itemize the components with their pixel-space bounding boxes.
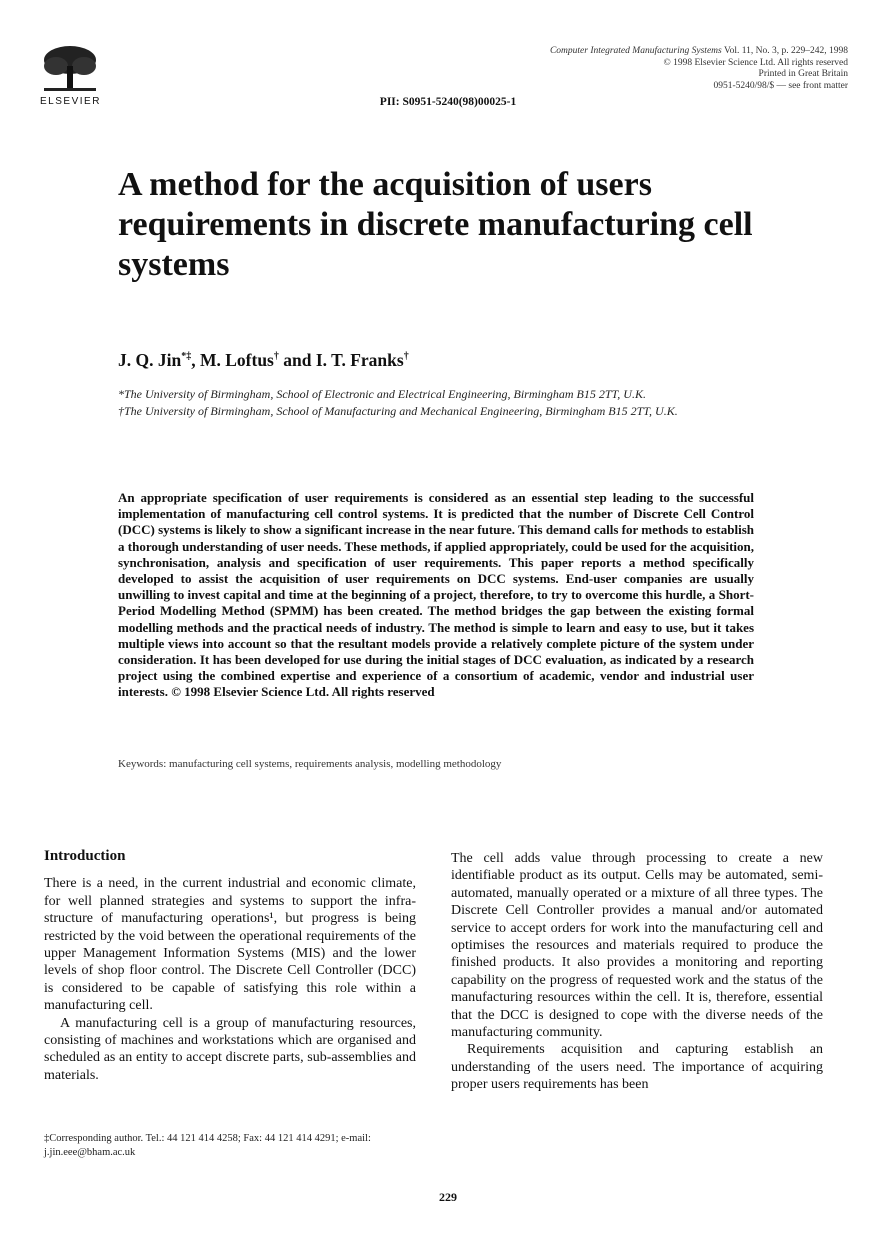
- tree-icon: [40, 44, 100, 94]
- abstract: An appropriate specification of user requirements is considered as an essential step leading to the successful implementation of manufacturing cell control systems. It is predicted that the number of Discrete Cell Control (DCC) systems is likely to show a significant increase in the near future. This demand calls for methods to establish a thorough understanding of user needs. These methods, if applied appropriately, could be used for the acquisition, synchronisation, analysis and specification of user requirements. This paper reports a method specifically developed to assist the acquisition of user requirements on DCC systems. End-user companies are usually unwilling to invest capital and time at the beginning of a project, therefore, to try to overcome this hurdle, a Short-Period Modelling Method (SPMM) has been created. The method bridges the gap between the existing formal modelling methods and the practical needs of industry. The method is simple to learn and easy to use, but it takes multiple views into account so that the resultant models provide a relatively complete picture of the system under consideration. It has been developed for use during the initial stages of DCC evaluation, as indicated by a research project using the combined expertise and experience of a consortium of academic, vendor and industrial user interests. © 1998 Elsevier Science Ltd. All rights reserved: [118, 490, 754, 700]
- paragraph: The cell adds value through processing to create a new identifiable product as its output. Cells may be automated, semi-automated, manually operated or a mixture of all three types. The Discrete Cell Controller provides a manual and/or automated service to accept orders for work into the manufacturing cell and optimises the resources and materials required to produce the finished products. It also provides a monitoring and reporting capability on the progress of requested work and the status of the manufacturing resources within the cell. It is, therefore, essential that the DCC is designed to cope with the diverse needs of the manufacturing community.: [451, 851, 823, 1041]
- paragraph: Requirements acquisition and capturing establish an understanding of the users need. The importance of acquiring proper users requirements has been: [451, 1042, 823, 1093]
- journal-copyright: © 1998 Elsevier Science Ltd. All rights reserved: [663, 57, 848, 68]
- affiliation: †The University of Birmingham, School of Manufacturing and Mechanical Engineering, Birmingham B15 2TT, U.K.: [118, 404, 678, 418]
- author-marks: †: [403, 351, 409, 363]
- page-number: 229: [439, 1190, 457, 1204]
- author-list: [118, 350, 409, 371]
- author-marks: *‡: [181, 351, 192, 363]
- publisher-name: ELSEVIER: [40, 96, 101, 107]
- author-name: J. Q. Jin: [118, 350, 182, 370]
- author-name: M. Loftus: [199, 350, 274, 370]
- affiliation: *The University of Birmingham, School of Electronic and Electrical Engineering, Birmingham B15 2TT, U.K.: [118, 387, 646, 401]
- author-separator: ,: [191, 350, 200, 370]
- paragraph: There is a need, in the current industrial and economic climate, for well planned strategies and systems to support the infra-structure of manufacturing operations¹, but progress is being restricted by the void between the operational requirements of the upper Management Information Systems (MIS) and the lower levels of shop floor control. The Discrete Cell Controller (DCC) is considered to be capable of satisfying this role within a manufacturing cell.: [44, 876, 416, 1014]
- keywords: Keywords: manufacturing cell systems, requirements analysis, modelling methodology: [118, 758, 502, 770]
- author-separator: and: [278, 350, 316, 370]
- journal-name: Computer Integrated Manufacturing Systems: [549, 46, 722, 56]
- paragraph: A manufacturing cell is a group of manufacturing resources, consisting of machines and workstations which are organised and scheduled as an entity to accept discrete parts, sub-assemblies and materials.: [44, 1015, 416, 1083]
- author-marks: †: [273, 351, 279, 363]
- journal-info: [550, 46, 848, 92]
- footnote: ‡Corresponding author. Tel.: 44 121 414 4258; Fax: 44 121 414 4291; e-mail: j.jin.eee@bham.ac.uk: [44, 1133, 371, 1158]
- pii: PII: S0951-5240(98)00025-1: [379, 96, 517, 108]
- body-column-left: [44, 848, 416, 1084]
- article-title: A method for the acquisition of users requirements in discrete manufacturing cell systems: [118, 166, 753, 283]
- journal-printed: Printed in Great Britain: [758, 69, 848, 79]
- journal-citation: [550, 46, 848, 58]
- journal-issn: 0951-5240/98/$ — see front matter: [713, 80, 848, 91]
- journal-volume: Vol. 11, No. 3, p. 229–242, 1998: [723, 46, 848, 56]
- author-name: I. T. Franks: [315, 350, 404, 370]
- body-column-right: [451, 850, 823, 1094]
- affiliations: [118, 386, 758, 420]
- section-heading: Introduction: [44, 848, 126, 864]
